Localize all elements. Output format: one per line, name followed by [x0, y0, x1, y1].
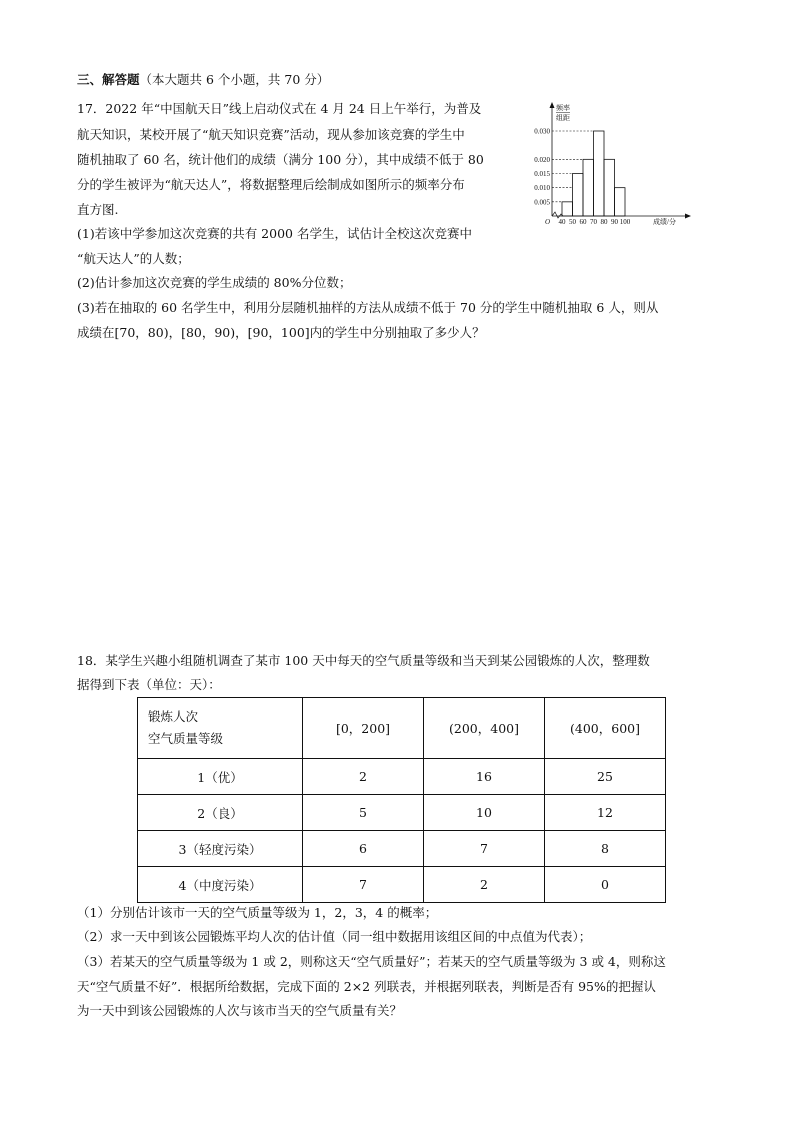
table-cell: 25 — [545, 759, 666, 795]
table-cell: 2 — [424, 867, 545, 903]
y-tick-label: 0.005 — [534, 198, 550, 207]
x-tick-labels — [559, 218, 631, 226]
q17-part-3: (3)若在抽取的 60 名学生中，利用分层随机抽样的方法从成绩不低于 70 分的学生中随机抽取 6 人，则从 — [77, 300, 659, 315]
q17-line: 直方图. — [77, 202, 119, 217]
y-tick-label: 0.015 — [534, 170, 550, 178]
y-tick-labels — [534, 128, 550, 207]
q17-line: 随机抽取了 60 名，统计他们的成绩（满分 100 分），其中成绩不低于 80 — [77, 152, 484, 167]
x-tick-label: 80 — [600, 218, 608, 226]
q18-data-table — [137, 697, 666, 903]
x-tick-label: 70 — [590, 218, 597, 226]
table-cell: 2 — [303, 759, 424, 795]
y-axis-arrow-icon — [550, 102, 555, 108]
table-row-label: 2（良） — [138, 795, 303, 831]
table-row-label: 3（轻度污染） — [138, 831, 303, 867]
frequency-histogram — [525, 100, 695, 230]
table-row — [138, 795, 666, 831]
table-cell: 8 — [545, 831, 666, 867]
table-row — [138, 759, 666, 795]
q17-part-3-cont: 成绩在[70，80)，[80，90)，[90，100]内的学生中分别抽取了多少人？ — [77, 325, 485, 340]
histogram-bar — [594, 131, 605, 216]
corner-label-top: 锻炼人次 — [148, 709, 199, 724]
histogram-bar — [604, 159, 615, 216]
table-header-cell: (200，400] — [424, 698, 545, 759]
q17-line: 17．2022 年“中国航天日”线上启动仪式在 4 月 24 日上午举行，为普及 — [77, 101, 482, 116]
q17-part-1-cont: “航天达人”的人数； — [77, 251, 190, 266]
q17-part-1: (1)若该中学参加这次竞赛的共有 2000 名学生，试估计全校这次竞赛中 — [77, 226, 472, 241]
section-title-bold: 三、解答题 — [77, 72, 140, 87]
section-title — [77, 70, 329, 88]
x-axis-arrow-icon — [685, 214, 691, 219]
q18-part-3-cont: 为一天中到该公园锻炼的人次与该市当天的空气质量有关？ — [77, 1003, 403, 1018]
histogram-bar — [573, 174, 584, 217]
y-axis-label-top: 频率 — [556, 104, 570, 112]
table-cell: 0 — [545, 867, 666, 903]
y-axis-label-bottom: 组距 — [556, 114, 570, 122]
table-header-cell: (400，600] — [545, 698, 666, 759]
q18-part-3: （3）若某天的空气质量等级为 1 或 2，则称这天“空气质量好”；若某天的空气质量等级为 3 或 4，则称这 — [77, 954, 666, 969]
q18-line: 18．某学生兴趣小组随机调查了某市 100 天中每天的空气质量等级和当天到某公园锻炼的人次，整理数 — [77, 653, 650, 668]
table-row-label: 4（中度污染） — [138, 867, 303, 903]
histogram-bar — [562, 202, 573, 216]
x-axis-label: 成绩/分 — [653, 218, 676, 226]
x-tick-label: 40 — [558, 218, 566, 226]
table-header-cell: [0，200] — [303, 698, 424, 759]
y-tick-label: 0.010 — [534, 184, 550, 193]
histogram-bar — [615, 188, 626, 216]
q18-part-3-cont: 天“空气质量不好”．根据所给数据，完成下面的 2×2 列联表，并根据列联表，判断是否有 95%的把握认 — [77, 979, 656, 994]
table-row — [138, 831, 666, 867]
q17-part-2: (2)估计参加这次竞赛的学生成绩的 80%分位数； — [77, 275, 352, 290]
histogram-bar — [583, 159, 594, 216]
table-cell: 7 — [424, 831, 545, 867]
table-cell: 12 — [545, 795, 666, 831]
table-cell: 10 — [424, 795, 545, 831]
table-cell: 6 — [303, 831, 424, 867]
q18-part-1: （1）分别估计该市一天的空气质量等级为 1，2，3，4 的概率； — [77, 905, 438, 920]
x-tick-label: 50 — [569, 218, 576, 226]
table-corner-cell — [138, 698, 303, 759]
x-tick-label: 100 — [619, 218, 631, 226]
section-title-note: （本大题共 6 个小题，共 70 分） — [139, 72, 330, 87]
table-row-label: 1（优） — [138, 759, 303, 795]
table-cell: 16 — [424, 759, 545, 795]
x-tick-label: 90 — [611, 218, 618, 226]
x-tick-label: 60 — [579, 218, 587, 226]
q18-line: 据得到下表（单位：天）： — [77, 677, 221, 692]
table-header-row — [138, 698, 666, 759]
y-tick-label: 0.020 — [534, 155, 550, 164]
y-tick-label: 0.030 — [534, 127, 550, 136]
table-cell: 5 — [303, 795, 424, 831]
corner-label-bottom: 空气质量等级 — [148, 731, 224, 746]
origin-label: O — [545, 218, 551, 226]
q18-part-2: （2）求一天中到该公园锻炼平均人次的估计值（同一组中数据用该组区间的中点值为代表）； — [77, 929, 592, 944]
table-cell: 7 — [303, 867, 424, 903]
q17-line: 航天知识，某校开展了“航天知识竞赛”活动，现从参加该竞赛的学生中 — [77, 127, 465, 142]
q17-line: 分的学生被评为“航天达人”，将数据整理后绘制成如图所示的频率分布 — [77, 177, 465, 192]
table-row — [138, 867, 666, 903]
